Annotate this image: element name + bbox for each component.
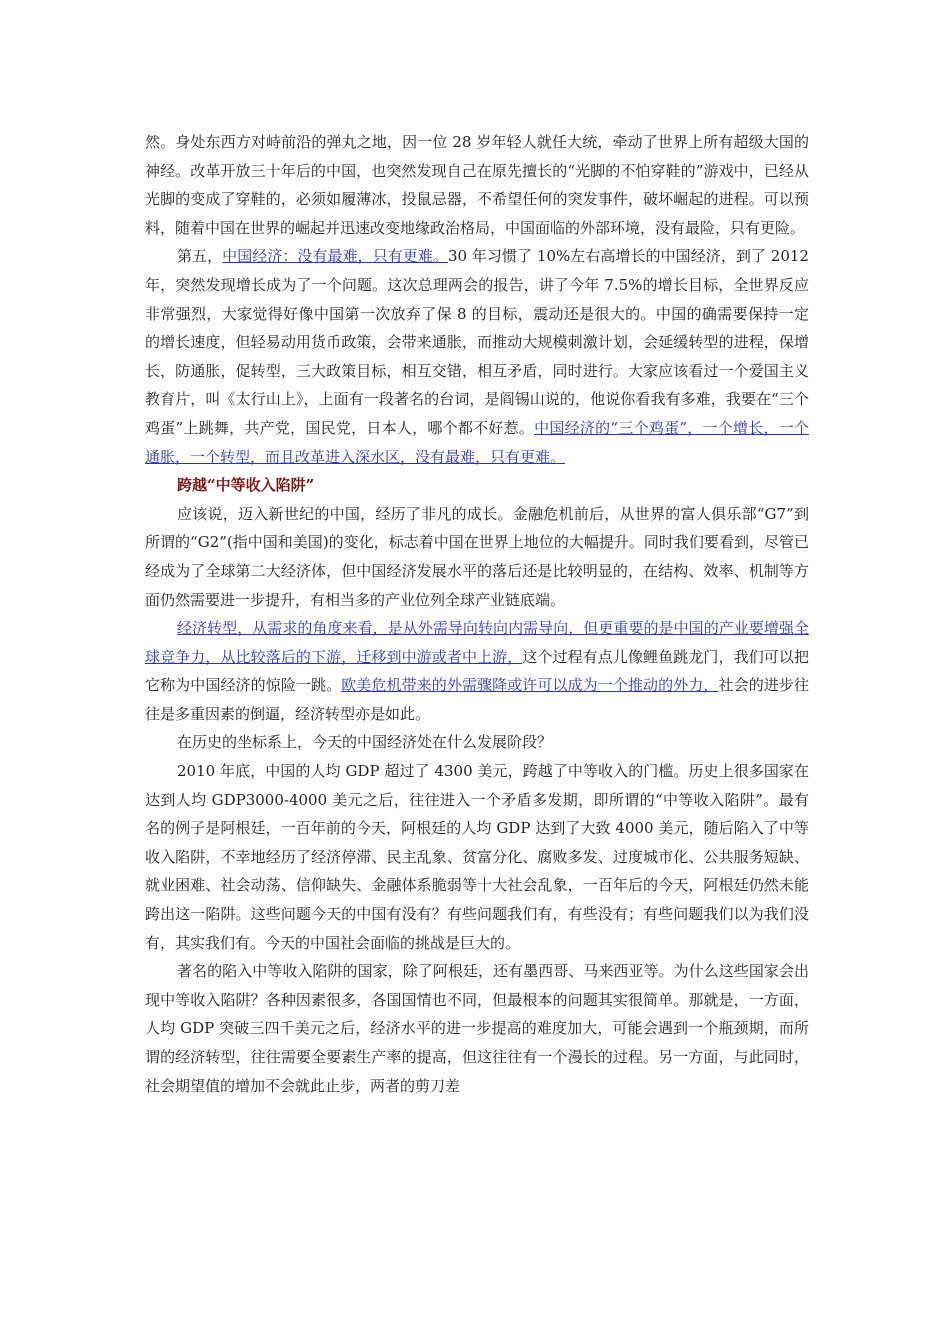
hyperlink-three-eggs[interactable]: 中国经济的“三个鸡蛋”，一个增长，一个通胀，一个转型，而且改革进入深水区，没有最难，只有更难。: [145, 418, 810, 466]
paragraph-4: [145, 614, 809, 728]
paragraph-text: 在历史的坐标系上，今天的中国经济处在什么发展阶段？: [177, 733, 553, 752]
paragraph-2: [145, 242, 809, 471]
paragraph-text: 应该说，迈入新世纪的中国，经历了非凡的成长。金融危机前后，从世界的富人俱乐部“G7”到所谓的“G2”(指中国和美国)的变化，标志着中国在世界上地位的大幅提升。同时我们要看到，尽管已经成为了全球第二大经济体，但中国经济发展水平的落后还是比较明显的，在结构、效率、机制等方面仍然需要进一步提升，有相当多的产业位列全球产业链底端。: [145, 504, 809, 609]
paragraph-text: 然。身处东西方对峙前沿的弹丸之地，因一位 28 岁年轻人就任大统，牵动了世界上所有超级大国的神经。改革开放三十年后的中国，也突然发现自己在原先擅长的“光脚的不怕穿鞋的”游戏中，已经从光脚的变成了穿鞋的，必须如履薄冰，投鼠忌器，不希望任何的突发事件，破坏崛起的进程。可以预料，随着中国在世界的崛起并迅速改变地缘政治格局，中国面临的外部环境，没有最险，只有更险。: [145, 133, 809, 237]
paragraph-text: 第五，: [177, 247, 223, 266]
paragraph-7: [145, 957, 809, 1100]
paragraph-text: 著名的陷入中等收入陷阱的国家，除了阿根廷，还有墨西哥、马来西亚等。为什么这些国家会出现中等收入陷阱？各种因素很多，各国国情也不同，但最根本的问题其实很简单。那就是，一方面，人均 GDP 突破三四千美元之后，经济水平的进一步提高的难度加大，可能会遇到一个瓶颈期，而所谓的经济转型，往往需要全要素生产率的提高，但这往往有一个漫长的过程。另一方面，与此同时，社会期望值的增加不会就此止步，两者的剪刀差: [145, 962, 809, 1095]
section-heading: 跨越“中等收入陷阱”: [177, 476, 315, 495]
paragraph-text: 社会的进步往往是多重因素的倒逼，经济转型亦是如此。: [145, 676, 809, 723]
hyperlink-economy-no-hardest[interactable]: 中国经济：没有最难，只有更难。: [222, 247, 448, 266]
document-body: [145, 128, 809, 1100]
hyperlink-external-force[interactable]: 欧美危机带来的外需骤降或许可以成为一个推动的外力，: [341, 676, 719, 695]
paragraph-6: [145, 757, 809, 957]
paragraph-3: [145, 500, 809, 614]
paragraph-text: 2010 年底，中国的人均 GDP 超过了 4300 美元，跨越了中等收入的门槛。历史上很多国家在达到人均 GDP3000-4000 美元之后，往往进入一个矛盾多发期，即所谓的“中等收入陷阱”。最有名的例子是阿根廷，一百年前的今天，阿根廷的人均 GDP 达到了大致 4000 美元，随后陷入了中等收入陷阱，不幸地经历了经济停滞、民主乱象、贫富分化、腐败多发、过度城市化、公共服务短缺、就业困难、社会动荡、信仰缺失、金融体系脆弱等十大社会乱象，一百年后的今天，阿根廷仍然未能跨出这一陷阱。这些问题今天的中国有没有？有些问题我们有，有些没有；有些问题我们以为我们没有，其实我们有。今天的中国社会面临的挑战是巨大的。: [145, 762, 809, 952]
paragraph-5: [145, 728, 809, 757]
paragraph-1: [145, 128, 809, 242]
hyperlink-economic-transformation[interactable]: 经济转型，从需求的角度来看，是从外需导向转向内需导向，但更重要的是中国的产业要增强全球竞争力，从比较落后的下游，迁移到中游或者中上游，: [145, 619, 809, 666]
paragraph-text: 30 年习惯了 10%左右高增长的中国经济，到了 2012 年，突然发现增长成为了一个问题。这次总理两会的报告，讲了今年 7.5%的增长目标，全世界反应非常强烈，大家觉得好像中国第一次放弃了保 8 的目标，震动还是很大的。中国的确需要保持一定的增长速度，但轻易动用货币政策，会带来通胀，而推动大规模刺激计划，会延缓转型的进程，保增长，防通胀，促转型，三大政策目标，相互交错，相互矛盾，同时进行。大家应该看过一个爱国主义教育片，叫《太行山上》，上面有一段著名的台词，是阎锡山说的，他说你看我有多难，我要在“三个鸡蛋”上跳舞，共产党，国民党，日本人，哪个都不好惹。: [145, 247, 809, 437]
paragraph-text: 这个过程有点儿像鲤鱼跳龙门，我们可以把它称为中国经济的惊险一跳。: [145, 647, 809, 695]
